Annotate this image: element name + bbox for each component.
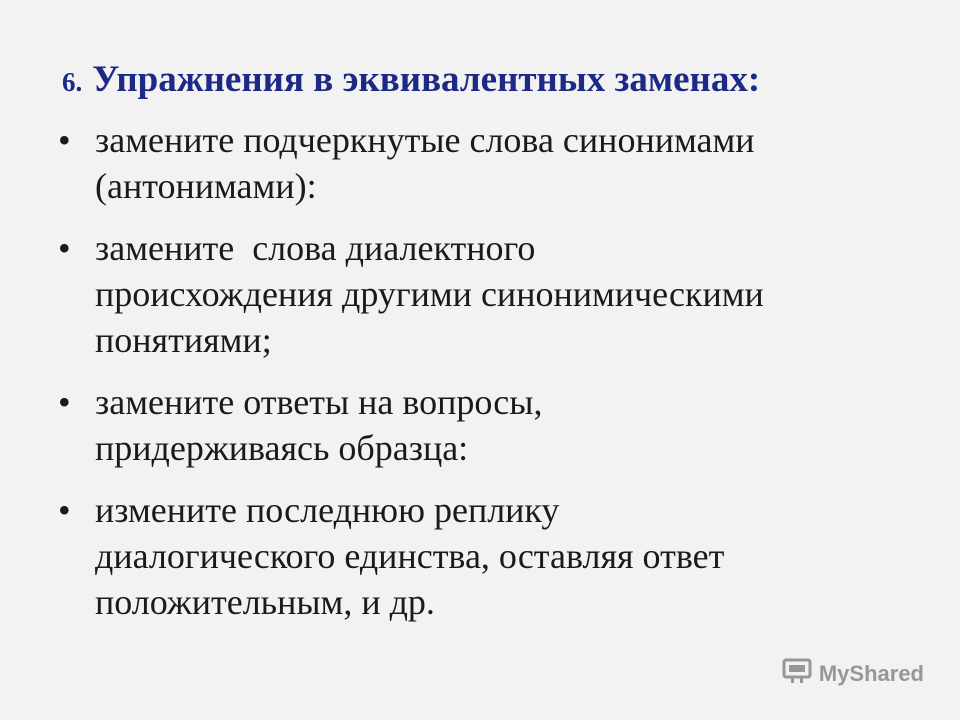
watermark-text: MyShared — [818, 660, 924, 686]
bullet-marker: • — [58, 490, 71, 530]
bullet-marker: • — [58, 120, 71, 160]
slide-heading — [62, 58, 760, 101]
bullet-text-line: измените последнюю реплику — [95, 490, 560, 530]
list-item — [58, 379, 938, 471]
bullet-text-line: положительным, и др. — [95, 582, 435, 622]
bullet-list — [58, 117, 938, 641]
myshared-logo-icon — [781, 655, 813, 692]
heading-title: Упражнения в эквивалентных заменах: — [92, 59, 761, 100]
bullet-text-line: замените ответы на вопросы, — [95, 382, 543, 422]
bullet-marker: • — [58, 228, 71, 268]
list-item — [58, 225, 938, 363]
bullet-text-line: диалогического единства, оставляя ответ — [95, 536, 725, 576]
bullet-text-line: происхождения другими синонимическими — [95, 274, 764, 314]
bullet-text-line: замените слова диалектного — [95, 228, 536, 268]
bullet-text-line: понятиями; — [95, 320, 272, 360]
bullet-marker: • — [58, 382, 71, 422]
bullet-text-line: придерживаясь образца: — [95, 428, 469, 468]
list-item — [58, 117, 938, 209]
heading-number: 6. — [62, 67, 83, 97]
bullet-text-line: замените подчеркнутые слова синонимами — [95, 120, 755, 160]
bullet-text-line: (антонимами): — [95, 166, 317, 206]
watermark — [781, 655, 924, 692]
list-item — [58, 487, 938, 625]
